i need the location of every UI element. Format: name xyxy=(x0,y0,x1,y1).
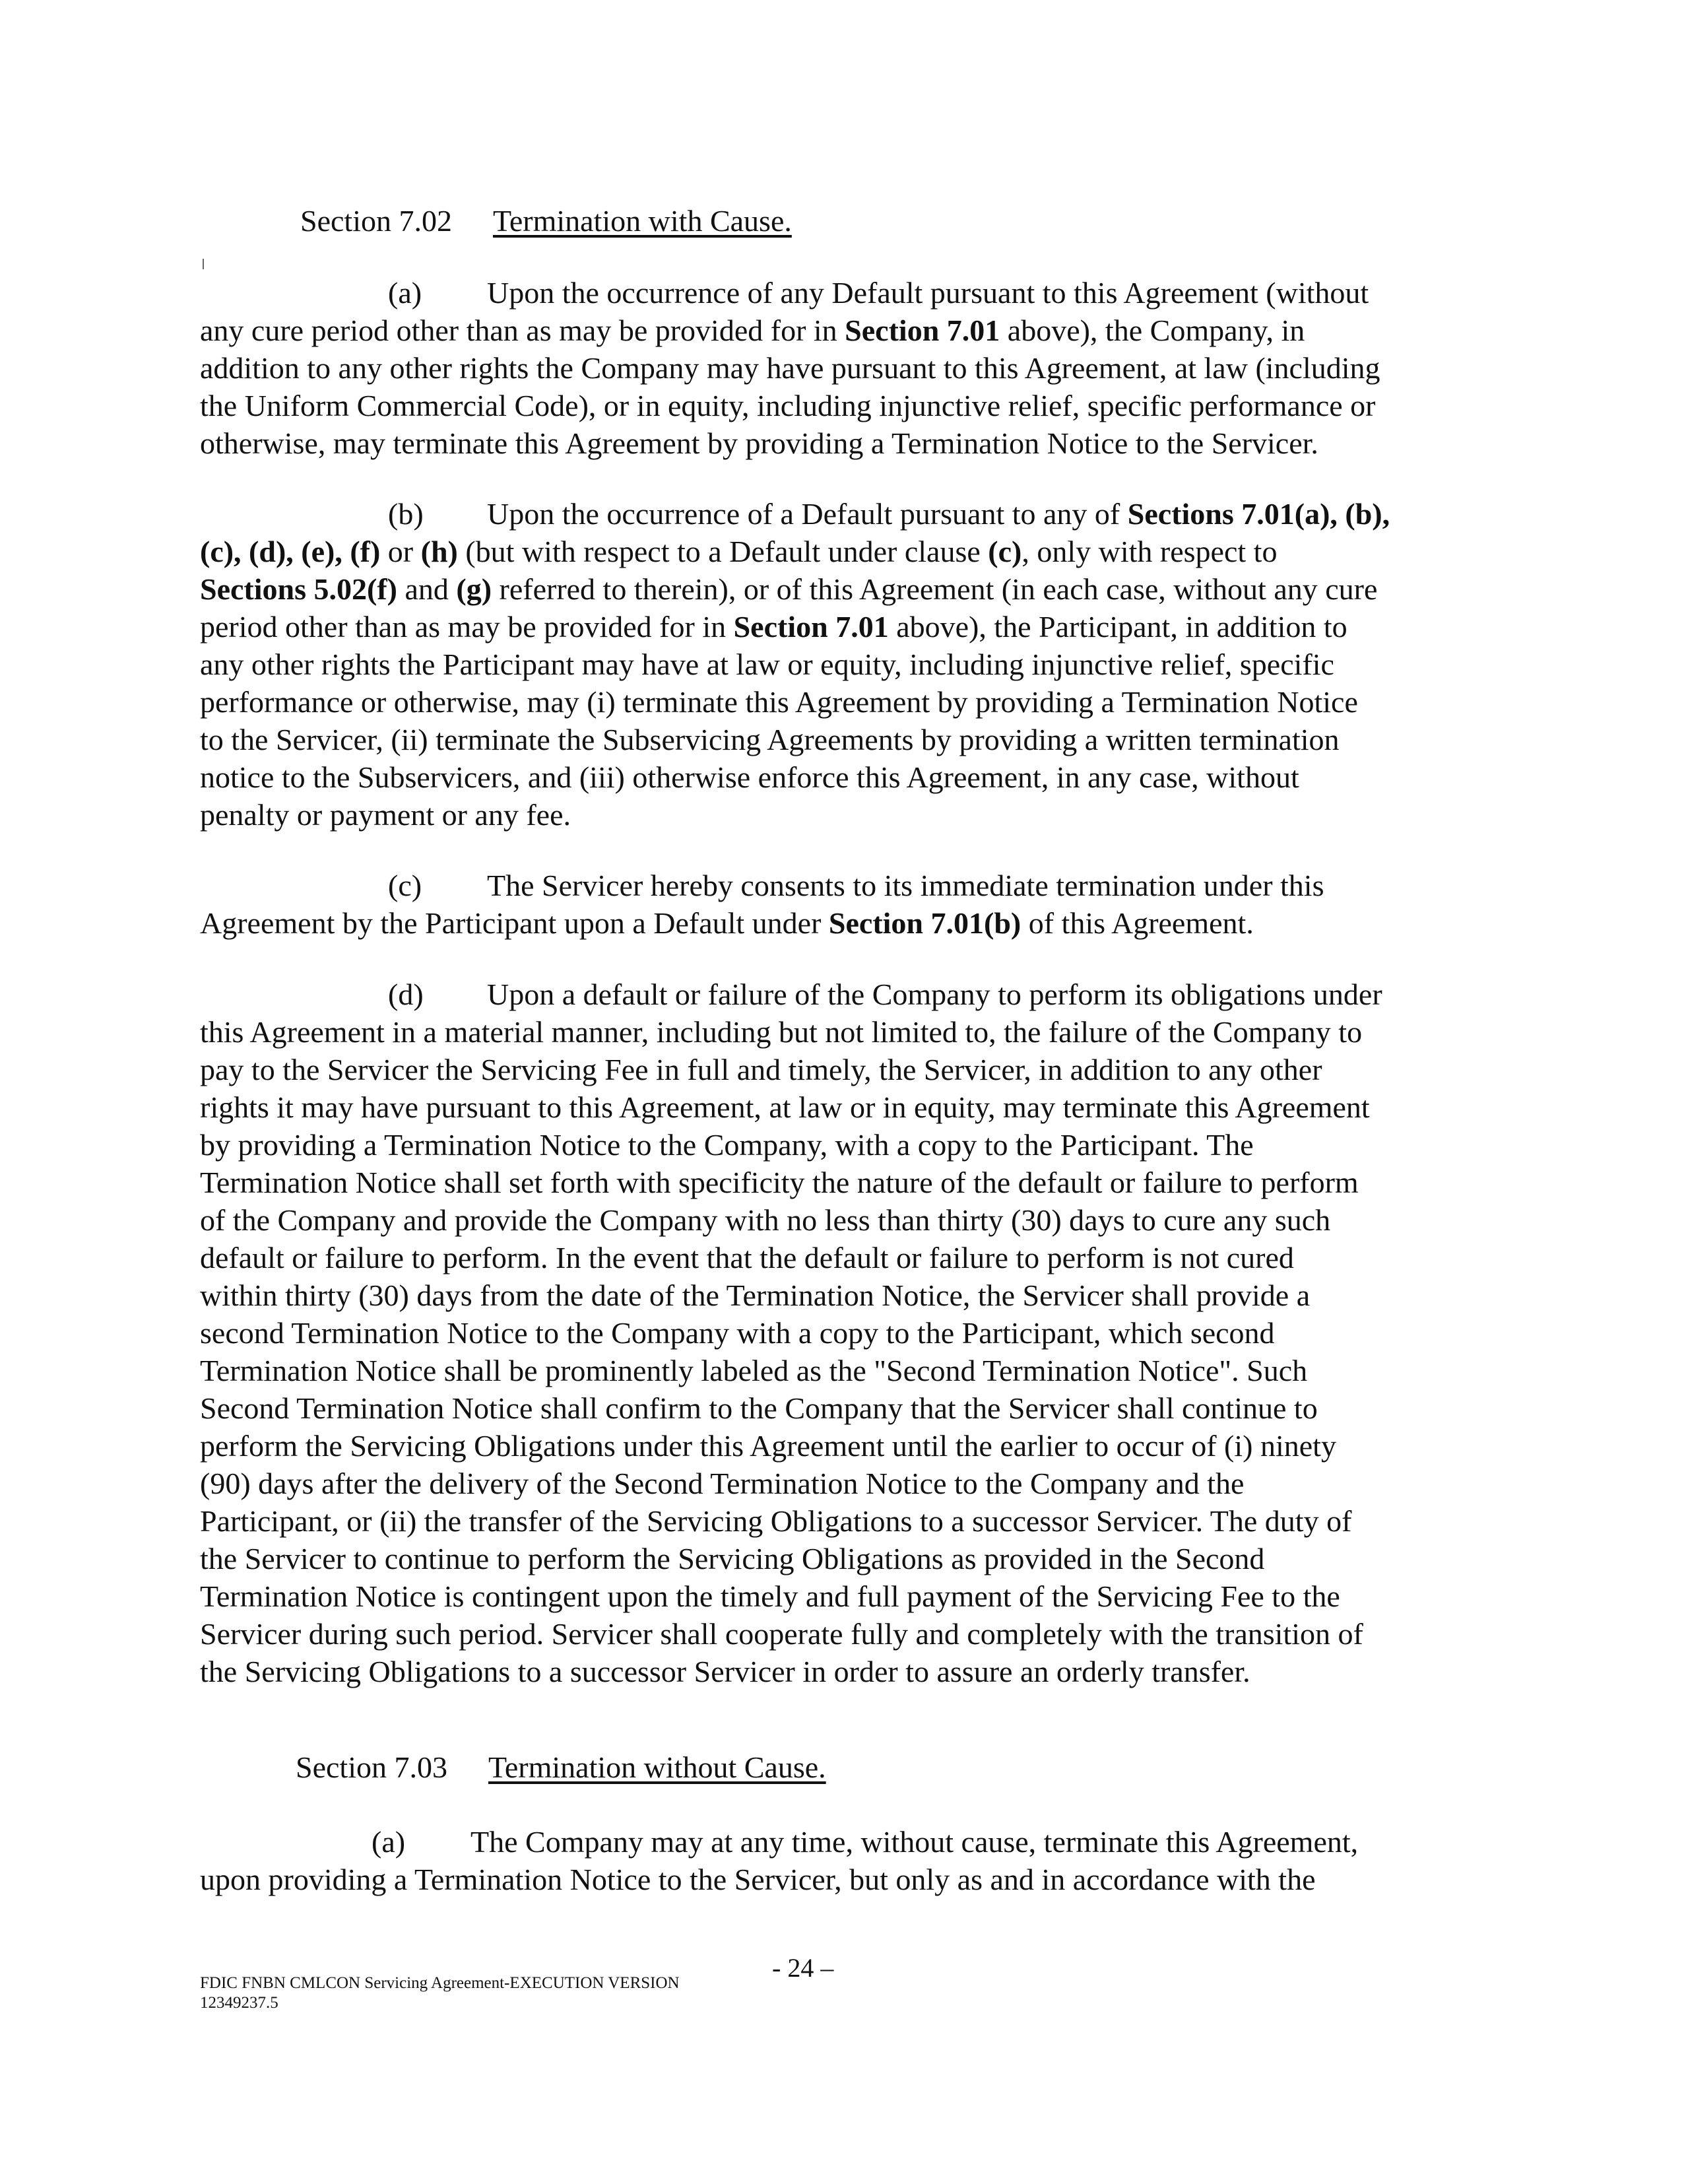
document-footer xyxy=(200,1973,680,2013)
para-line: within thirty (30) days from the date of the Termination Notice, the Servicer shall provide a xyxy=(200,1278,1311,1312)
section-title: Termination without Cause. xyxy=(488,1750,826,1784)
para-line: Termination Notice is contingent upon the timely and full payment of the Servicing Fee to the xyxy=(200,1579,1340,1613)
para-line: default or failure to perform. In the event that the default or failure to perform is not cured xyxy=(200,1241,1294,1274)
clause-label: (a) xyxy=(372,1825,406,1859)
para-line xyxy=(200,976,1493,1013)
para-line xyxy=(200,1823,1493,1861)
section-7-03-heading xyxy=(296,1749,826,1786)
para-line: second Termination Notice to the Company with a copy to the Participant, which second xyxy=(200,1316,1275,1350)
para-line: by providing a Termination Notice to the Company, with a copy to the Participant. The xyxy=(200,1128,1254,1162)
para-line: Termination Notice shall set forth with specificity the nature of the default or failure to perform xyxy=(200,1166,1359,1199)
paragraph-7-03-a xyxy=(200,1823,1493,1898)
para-line: Servicer during such period. Servicer shall cooperate fully and completely with the transition of xyxy=(200,1617,1363,1651)
para-line: pay to the Servicer the Servicing Fee in full and timely, the Servicer, in addition to any other xyxy=(200,1053,1322,1086)
text-run: , only with respect to xyxy=(1021,535,1278,568)
para-line: of the Company and provide the Company with no less than thirty (30) days to cure any such xyxy=(200,1203,1331,1237)
para-line: this Agreement in a material manner, including but not limited to, the failure of the Company to xyxy=(200,1015,1363,1049)
section-reference: (g) xyxy=(456,572,492,606)
section-number: Section 7.03 xyxy=(296,1750,447,1784)
para-line: notice to the Subservicers, and (iii) otherwise enforce this Agreement, in any case, without xyxy=(200,760,1299,794)
text-run: The Company may at any time, without cause, terminate this Agreement, xyxy=(470,1825,1359,1859)
para-line: Second Termination Notice shall confirm to the Company that the Servicer shall continue to xyxy=(200,1391,1318,1425)
section-reference: Section 7.01(b) xyxy=(828,906,1021,940)
section-7-02-heading xyxy=(300,203,792,240)
clause-label: (b) xyxy=(388,497,424,531)
text-run: or xyxy=(380,535,421,568)
para-line: perform the Servicing Obligations under this Agreement until the earlier to occur of (i) ninety xyxy=(200,1429,1336,1463)
para-line xyxy=(200,867,1493,904)
page-number: - 24 – xyxy=(772,1953,834,1983)
section-reference: Sections 5.02(f) xyxy=(200,572,397,606)
para-line xyxy=(200,904,1493,942)
text-run: of this Agreement. xyxy=(1021,906,1254,940)
section-reference: Section 7.01 xyxy=(733,610,889,644)
para-line: upon providing a Termination Notice to the Servicer, but only as and in accordance with the xyxy=(200,1863,1316,1896)
footer-doc-id: 12349237.5 xyxy=(200,1994,278,2012)
para-line xyxy=(200,495,1493,533)
para-line: the Uniform Commercial Code), or in equity, including injunctive relief, specific performance or xyxy=(200,389,1376,422)
scan-mark xyxy=(203,259,204,269)
section-reference: (c) xyxy=(988,535,1022,568)
para-line: to the Servicer, (ii) terminate the Subservicing Agreements by providing a written termination xyxy=(200,723,1340,756)
footer-line: FDIC FNBN CMLCON Servicing Agreement-EXECUTION VERSION xyxy=(200,1974,680,1992)
text-run: period other than as may be provided for in xyxy=(200,610,734,644)
text-run: (but with respect to a Default under clause xyxy=(457,535,989,568)
paragraph-7-02-c xyxy=(200,867,1493,942)
para-line: otherwise, may terminate this Agreement by providing a Termination Notice to the Servicer. xyxy=(200,426,1318,460)
para-line: the Servicing Obligations to a successor Servicer in order to assure an orderly transfer. xyxy=(200,1655,1250,1688)
text-run: Agreement by the Participant upon a Default under xyxy=(200,906,829,940)
para-line: rights it may have pursuant to this Agreement, at law or in equity, may terminate this Agreement xyxy=(200,1090,1370,1124)
para-line xyxy=(200,533,1493,570)
text-run: Upon the occurrence of any Default pursuant to this Agreement (without xyxy=(487,276,1369,310)
section-reference: (c), (d), (e), (f) xyxy=(200,535,381,568)
section-reference: Section 7.01 xyxy=(845,314,1000,347)
clause-label: (d) xyxy=(388,977,424,1011)
paragraph-7-02-d xyxy=(200,976,1493,1690)
text-run: The Servicer hereby consents to its immediate termination under this xyxy=(487,869,1324,902)
para-line xyxy=(200,312,1493,349)
clause-label: (a) xyxy=(388,276,422,310)
text-run: above), the Participant, in addition to xyxy=(888,610,1347,644)
text-run: above), the Company, in xyxy=(1000,314,1305,347)
para-line: (90) days after the delivery of the Second Termination Notice to the Company and the xyxy=(200,1467,1245,1500)
clause-label: (c) xyxy=(388,869,422,902)
para-line: Participant, or (ii) the transfer of the Servicing Obligations to a successor Servicer. The duty of xyxy=(200,1504,1352,1538)
para-line: any other rights the Participant may have at law or equity, including injunctive relief, specific xyxy=(200,647,1334,681)
text-run: Upon a default or failure of the Company to perform its obligations under xyxy=(487,977,1382,1011)
section-reference: (h) xyxy=(420,535,458,568)
section-number: Section 7.02 xyxy=(300,204,452,238)
para-line: the Servicer to continue to perform the Servicing Obligations as provided in the Second xyxy=(200,1542,1265,1575)
para-line: Termination Notice shall be prominently labeled as the "Second Termination Notice". Such xyxy=(200,1354,1308,1387)
para-line: addition to any other rights the Company may have pursuant to this Agreement, at law (including xyxy=(200,351,1380,385)
para-line xyxy=(200,608,1493,645)
text-run: any cure period other than as may be provided for in xyxy=(200,314,845,347)
para-line xyxy=(200,570,1493,608)
para-line xyxy=(200,274,1493,312)
text-run: Upon the occurrence of a Default pursuant to any of xyxy=(487,497,1128,531)
text-run: referred to therein), or of this Agreement (in each case, without any cure xyxy=(492,572,1378,606)
paragraph-7-02-a xyxy=(200,274,1493,462)
section-title: Termination with Cause. xyxy=(493,204,792,238)
para-line: penalty or payment or any fee. xyxy=(200,798,571,832)
text-run: and xyxy=(397,572,457,606)
section-reference: Sections 7.01(a), (b), xyxy=(1127,497,1390,531)
paragraph-7-02-b xyxy=(200,495,1493,834)
para-line: performance or otherwise, may (i) terminate this Agreement by providing a Termination Notice xyxy=(200,685,1358,719)
